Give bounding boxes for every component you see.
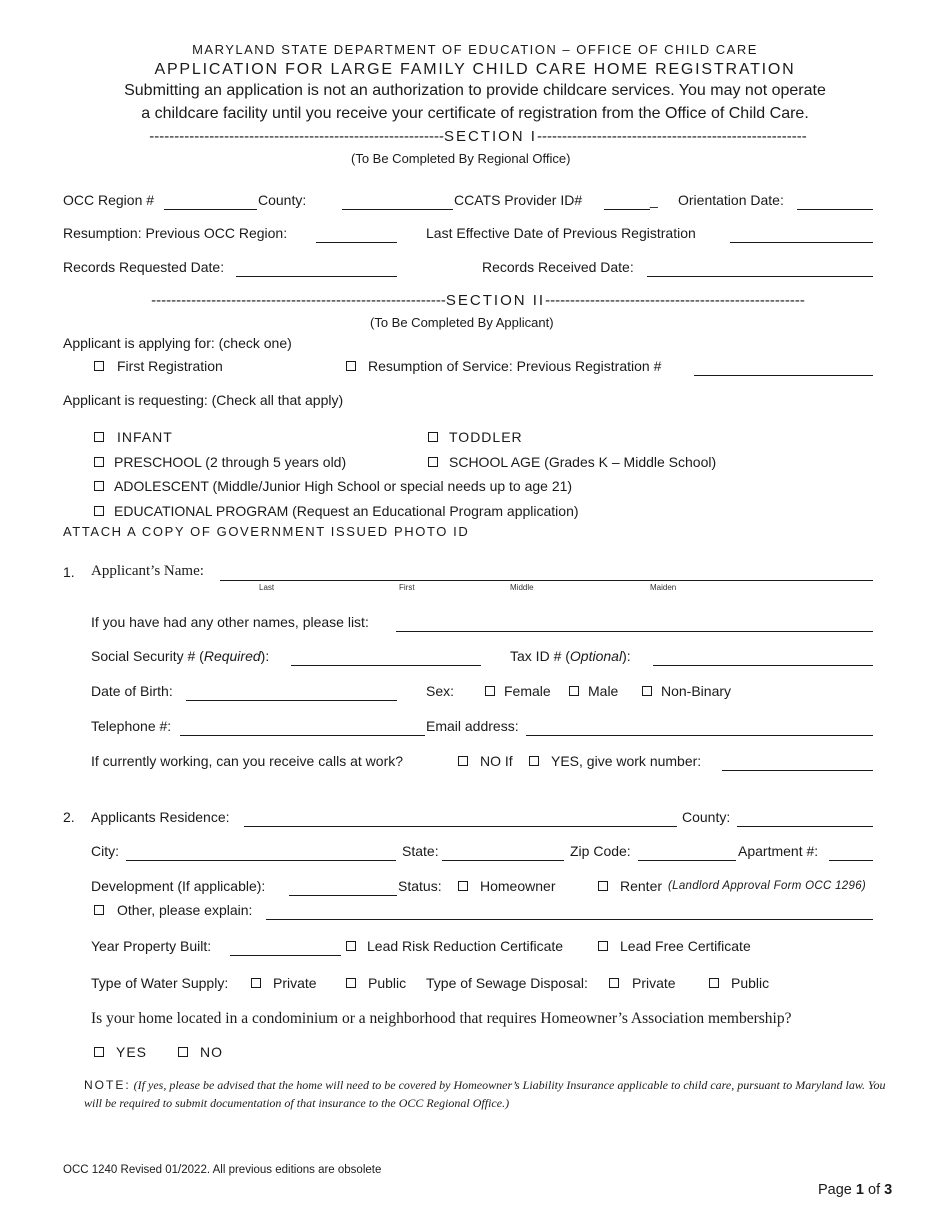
state-label: State:: [402, 843, 439, 859]
section-2-dashes-right: ----------------------------------------------------: [545, 293, 805, 308]
county-label: County:: [258, 192, 307, 208]
hoa-yes-label: YES: [116, 1044, 148, 1060]
toddler-checkbox[interactable]: [428, 432, 438, 442]
county-field[interactable]: [342, 209, 453, 210]
homeowner-checkbox[interactable]: [458, 881, 468, 891]
lead-risk-label: Lead Risk Reduction Certificate: [367, 938, 564, 954]
preschool-checkbox[interactable]: [94, 457, 104, 467]
sex-nonbinary-checkbox[interactable]: [642, 686, 652, 696]
calls-work-yes-checkbox[interactable]: [529, 756, 539, 766]
requesting-label: Applicant is requesting: (Check all that apply): [63, 392, 344, 408]
email-field[interactable]: [526, 735, 873, 736]
other-status-label: Other, please explain:: [117, 902, 253, 918]
residence-county-field[interactable]: [737, 826, 873, 827]
sex-male-label: Male: [588, 683, 619, 699]
city-label: City:: [91, 843, 119, 859]
ccats-provider-field[interactable]: [604, 209, 650, 210]
calls-work-no-label: NO If: [480, 753, 513, 769]
occ-region-label: OCC Region #: [63, 192, 155, 208]
infant-label: INFANT: [117, 429, 173, 445]
name-sub-maiden: Maiden: [650, 583, 677, 592]
sewage-public-checkbox[interactable]: [709, 978, 719, 988]
zip-code-label: Zip Code:: [570, 843, 631, 859]
warning-line-1: Submitting an application is not an authorization to provide childcare services. You may not operate: [124, 82, 826, 99]
hoa-question: Is your home located in a condominium or a neighborhood that requires Homeowner’s Association membership?: [91, 1010, 792, 1027]
page-current: 1: [855, 1182, 864, 1198]
resumption-service-label: Resumption of Service: Previous Registration #: [368, 358, 662, 374]
calls-at-work-label: If currently working, can you receive calls at work?: [91, 753, 404, 769]
sewage-public-label: Public: [731, 975, 770, 991]
toddler-label: TODDLER: [449, 429, 523, 445]
status-label: Status:: [398, 878, 442, 894]
homeowner-label: Homeowner: [480, 878, 556, 894]
tax-id-label-a: Tax ID # (: [510, 648, 570, 664]
water-private-checkbox[interactable]: [251, 978, 261, 988]
page-word: Page: [818, 1182, 852, 1198]
form-revision-footer: OCC 1240 Revised 01/2022. All previous editions are obsolete: [63, 1164, 382, 1176]
zip-code-field[interactable]: [638, 860, 736, 861]
section-1-title: SECTION I: [443, 129, 537, 144]
note-label: NOTE:: [84, 1078, 131, 1092]
other-names-label: If you have had any other names, please list:: [91, 614, 369, 630]
warning-line-2: a childcare facility until you receive your certificate of registration from the Office of Child Care.: [141, 105, 809, 122]
sewage-private-label: Private: [632, 975, 676, 991]
records-requested-label: Records Requested Date:: [63, 259, 225, 275]
hoa-yes-checkbox[interactable]: [94, 1047, 104, 1057]
form-title: APPLICATION FOR LARGE FAMILY CHILD CARE HOME REGISTRATION: [154, 61, 796, 78]
section-2-subtitle: (To Be Completed By Applicant): [370, 315, 554, 330]
ssn-label: [91, 649, 269, 663]
water-private-label: Private: [273, 975, 317, 991]
tax-id-field[interactable]: [653, 665, 873, 666]
dob-field[interactable]: [186, 700, 397, 701]
calls-work-yes-label: YES, give work number:: [551, 753, 702, 769]
page-total: 3: [884, 1182, 893, 1198]
school-age-label: SCHOOL AGE (Grades K – Middle School): [449, 454, 717, 470]
ccats-provider-label: CCATS Provider ID#: [454, 192, 583, 208]
ssn-label-c: ):: [260, 648, 270, 664]
lead-free-label: Lead Free Certificate: [620, 938, 751, 954]
school-age-checkbox[interactable]: [428, 457, 438, 467]
occ-region-field[interactable]: [164, 209, 257, 210]
section-1-dashes-left: -----------------------------------------------------------: [149, 129, 444, 144]
water-public-checkbox[interactable]: [346, 978, 356, 988]
page-indicator: [818, 1183, 892, 1198]
sex-male-checkbox[interactable]: [569, 686, 579, 696]
applicant-name-field[interactable]: [220, 580, 873, 581]
renter-label: Renter: [620, 878, 663, 894]
renter-checkbox[interactable]: [598, 881, 608, 891]
page-of: of: [868, 1182, 881, 1198]
orientation-date-label: Orientation Date:: [678, 192, 784, 208]
first-registration-checkbox[interactable]: [94, 361, 104, 371]
previous-registration-field[interactable]: [694, 375, 873, 376]
name-sub-first: First: [399, 583, 415, 592]
sewage-private-checkbox[interactable]: [609, 978, 619, 988]
apartment-label: Apartment #:: [738, 843, 819, 859]
ssn-required: Required: [203, 648, 261, 664]
work-number-field[interactable]: [722, 770, 873, 771]
last-effective-date-label: Last Effective Date of Previous Registration: [426, 225, 696, 241]
tax-id-optional: Optional: [569, 648, 623, 664]
resumption-service-checkbox[interactable]: [346, 361, 356, 371]
last-effective-date-field[interactable]: [730, 242, 873, 243]
question-1-number: 1.: [63, 564, 75, 580]
city-field[interactable]: [126, 860, 396, 861]
name-sub-last: Last: [259, 583, 275, 592]
note-text: (If yes, please be advised that the home will need to be covered by Homeowner’s Liability Insurance applicable to child care, pursuant to Maryland law. You will be required to submit documentation of that insurance to the OCC Regional Office.): [84, 1078, 886, 1110]
name-sub-middle: Middle: [510, 583, 534, 592]
preschool-label: PRESCHOOL (2 through 5 years old): [114, 454, 347, 470]
section-2-dashes-left: -----------------------------------------------------------: [151, 293, 446, 308]
telephone-field[interactable]: [180, 735, 425, 736]
applicant-name-label: Applicant’s Name:: [91, 563, 204, 579]
question-2-number: 2.: [63, 809, 75, 825]
state-field[interactable]: [442, 860, 564, 861]
section-2-title: SECTION II: [445, 293, 546, 308]
lead-free-checkbox[interactable]: [598, 941, 608, 951]
sex-female-label: Female: [504, 683, 551, 699]
other-status-checkbox[interactable]: [94, 905, 104, 915]
educational-program-label: EDUCATIONAL PROGRAM (Request an Educational Program application): [114, 503, 579, 519]
ccats-separator: _: [650, 192, 658, 208]
tax-id-label-c: ):: [622, 648, 631, 664]
sex-female-checkbox[interactable]: [485, 686, 495, 696]
hoa-no-checkbox[interactable]: [178, 1047, 188, 1057]
department-heading: MARYLAND STATE DEPARTMENT OF EDUCATION – OFFICE OF CHILD CARE: [192, 42, 758, 57]
ssn-field[interactable]: [291, 665, 481, 666]
section-1-dashes-right: ------------------------------------------------------: [536, 129, 807, 144]
previous-occ-region-field[interactable]: [316, 242, 397, 243]
insurance-note: [84, 1076, 894, 1112]
telephone-label: Telephone #:: [91, 718, 172, 734]
dob-label: Date of Birth:: [91, 683, 173, 699]
sex-label: Sex:: [426, 683, 455, 699]
hoa-no-label: NO: [200, 1044, 223, 1060]
records-received-field[interactable]: [647, 276, 873, 277]
orientation-date-field[interactable]: [797, 209, 873, 210]
year-built-field[interactable]: [230, 955, 341, 956]
records-received-label: Records Received Date:: [482, 259, 634, 275]
previous-occ-region-label: Resumption: Previous OCC Region:: [63, 225, 288, 241]
residence-county-label: County:: [682, 809, 731, 825]
first-registration-label: First Registration: [117, 358, 223, 374]
attach-photo-id-notice: ATTACH A COPY OF GOVERNMENT ISSUED PHOTO ID: [63, 524, 470, 539]
residence-label: Applicants Residence:: [91, 809, 230, 825]
other-names-field[interactable]: [396, 631, 873, 632]
ssn-label-a: Social Security # (: [91, 648, 204, 664]
email-label: Email address:: [426, 718, 519, 734]
development-label: Development (If applicable):: [91, 878, 266, 894]
educational-program-checkbox[interactable]: [94, 506, 104, 516]
residence-field[interactable]: [244, 826, 677, 827]
year-built-label: Year Property Built:: [91, 938, 212, 954]
adolescent-checkbox[interactable]: [94, 481, 104, 491]
other-status-field[interactable]: [266, 919, 873, 920]
section-1-subtitle: (To Be Completed By Regional Office): [351, 151, 571, 166]
landlord-approval-note: (Landlord Approval Form OCC 1296): [668, 880, 867, 892]
records-requested-field[interactable]: [236, 276, 397, 277]
tax-id-label: [510, 649, 631, 663]
section-2-header: [64, 293, 892, 308]
lead-risk-checkbox[interactable]: [346, 941, 356, 951]
sex-nonbinary-label: Non-Binary: [661, 683, 732, 699]
apartment-field[interactable]: [829, 860, 873, 861]
sewage-disposal-label: Type of Sewage Disposal:: [426, 975, 588, 991]
infant-checkbox[interactable]: [94, 432, 104, 442]
applying-for-label: Applicant is applying for: (check one): [63, 335, 292, 351]
water-supply-label: Type of Water Supply:: [91, 975, 229, 991]
development-field[interactable]: [289, 895, 397, 896]
calls-work-no-checkbox[interactable]: [458, 756, 468, 766]
water-public-label: Public: [368, 975, 407, 991]
section-1-header: [64, 129, 892, 144]
adolescent-label: ADOLESCENT (Middle/Junior High School or special needs up to age 21): [114, 478, 573, 494]
